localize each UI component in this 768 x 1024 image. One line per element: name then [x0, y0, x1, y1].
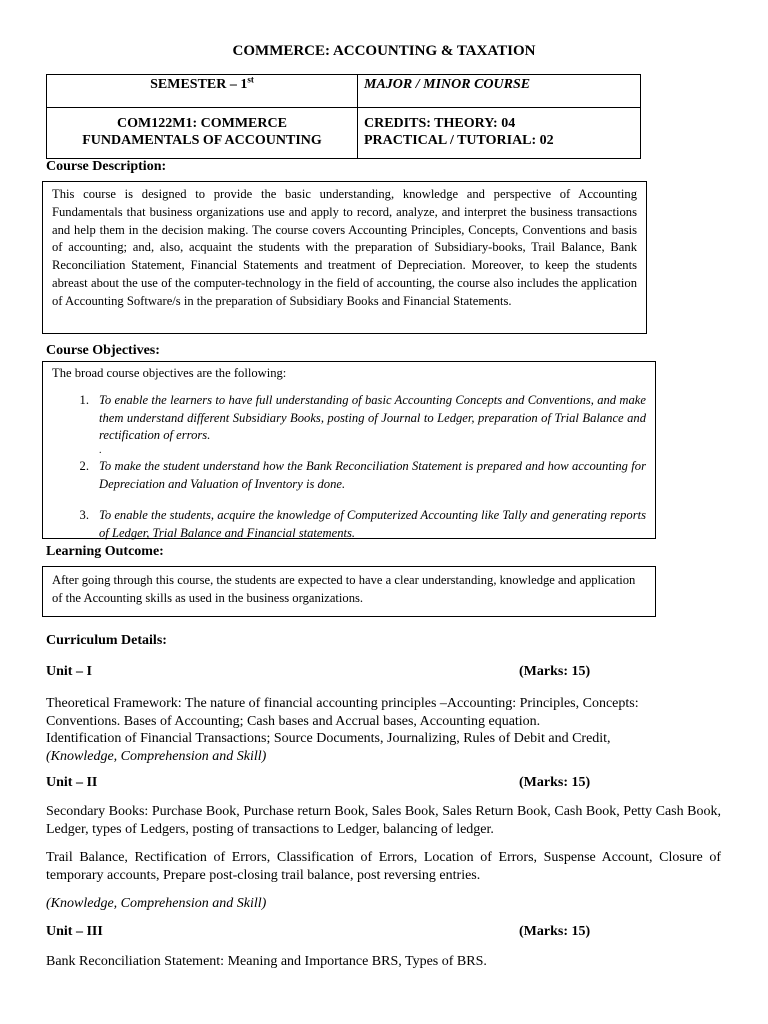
unit-marks: (Marks: 15): [519, 775, 591, 790]
course-description-box: [42, 181, 647, 334]
curriculum-heading: Curriculum Details:: [46, 633, 167, 648]
course-objectives-box: [42, 361, 656, 539]
semester-label: SEMESTER – 1: [150, 77, 248, 92]
stray-dot: .: [99, 445, 102, 457]
unit-3-header: [46, 924, 596, 940]
unit-marks: (Marks: 15): [519, 924, 591, 939]
unit-1-skills: (Knowledge, Comprehension and Skill): [46, 748, 267, 764]
course-objectives-heading: Course Objectives:: [46, 343, 160, 358]
semester-cell: [47, 75, 358, 108]
objectives-list: [52, 392, 646, 543]
learning-outcome-text: After going through this course, the students are expected to have a clear understanding, knowledge and application of the Accounting skills as used in the business organizations.: [52, 573, 636, 605]
course-info-table: [46, 74, 641, 159]
course-description-heading: Course Description:: [46, 159, 167, 174]
unit-marks: (Marks: 15): [519, 664, 591, 679]
unit-1-line: Conventions. Bases of Accounting; Cash bases and Accrual bases, Accounting equation.: [46, 713, 541, 729]
unit-1-line: Identification of Financial Transactions; Source Documents, Journalizing, Rules of Debit and Credit,: [46, 731, 611, 746]
document-title: COMMERCE: ACCOUNTING & TAXATION: [232, 43, 536, 59]
unit-2-paragraph-2: Trail Balance, Rectification of Errors, Classification of Errors, Location of Errors, Suspense Account, Closure of temporary accounts, Prepare post-closing trail balance, post reversing entries.: [46, 850, 721, 883]
course-name: FUNDAMENTALS OF ACCOUNTING: [82, 133, 322, 148]
learning-outcome-heading: Learning Outcome:: [46, 544, 164, 559]
unit-1-header: [46, 664, 596, 680]
objective-text: To enable the learners to have full understanding of basic Accounting Concepts and Conventions, and make them understand different Subsidiary Books, posting of Journal to Ledger, preparation of Trial Balance and rectification of errors.: [99, 392, 646, 443]
course-description-text: This course is designed to provide the basic understanding, knowledge and perspective of Accounting Fundamentals that business organizations use and apply to record, analyze, and interpret the business transactions and help them in the decision making. The course covers Accounting Principles, Concepts, Conventions and basis of accounting; and, also, acquaint the students with the preparation of Subsidiary-books, Trail Balance, Bank Reconciliation Statement, Financial Statements and treatment of Depreciation. Moreover, to keep the students abreast about the use of the computer-technology in the field of accounting, the course also includes the application of Accounting Software/s in the preparation of Subsidiary Books and Financial Statements.: [52, 187, 637, 308]
unit-title: Unit – I: [46, 664, 92, 679]
learning-outcome-box: [42, 566, 656, 617]
unit-1-content: [46, 695, 721, 765]
objective-number: 2.: [79, 459, 89, 474]
unit-3-paragraph-1: Bank Reconciliation Statement: Meaning and Importance BRS, Types of BRS.: [46, 954, 487, 969]
objective-text: To enable the students, acquire the knowledge of Computerized Accounting like Tally and generating reports of Ledger, Trial Balance and Financial statements.: [99, 507, 646, 540]
semester-superscript: st: [247, 74, 254, 85]
objectives-intro: The broad course objectives are the following:: [52, 366, 287, 380]
unit-2-skills: (Knowledge, Comprehension and Skill): [46, 896, 267, 911]
objective-number: 1.: [79, 392, 89, 407]
unit-title: Unit – II: [46, 775, 98, 790]
objective-item: [52, 507, 646, 543]
course-type-cell: MAJOR / MINOR COURSE: [358, 75, 641, 108]
course-code: COM122M1: COMMERCE: [117, 116, 287, 131]
unit-2-header: [46, 775, 596, 791]
unit-2-paragraph-1: Secondary Books: Purchase Book, Purchase return Book, Sales Book, Sales Return Book, Cash Book, Petty Cash Book, Ledger, types of Ledgers, posting of transactions to Ledger, balancing of ledger.: [46, 804, 721, 837]
unit-1-line: Theoretical Framework: The nature of financial accounting principles –Accounting: Principles, Concepts:: [46, 696, 639, 711]
objective-item: [52, 458, 646, 494]
credits-theory: CREDITS: THEORY: 04: [364, 116, 516, 131]
unit-title: Unit – III: [46, 924, 103, 939]
course-name-cell: [47, 108, 358, 159]
credits-cell: [358, 108, 641, 159]
credits-practical: PRACTICAL / TUTORIAL: 02: [364, 133, 554, 148]
spacer: [52, 494, 646, 507]
objective-text: To make the student understand how the Bank Reconciliation Statement is prepared and how accounting for Depreciation and Valuation of Inventory is done.: [99, 459, 646, 491]
objective-number: 3.: [79, 507, 89, 522]
objective-item: [52, 392, 646, 445]
